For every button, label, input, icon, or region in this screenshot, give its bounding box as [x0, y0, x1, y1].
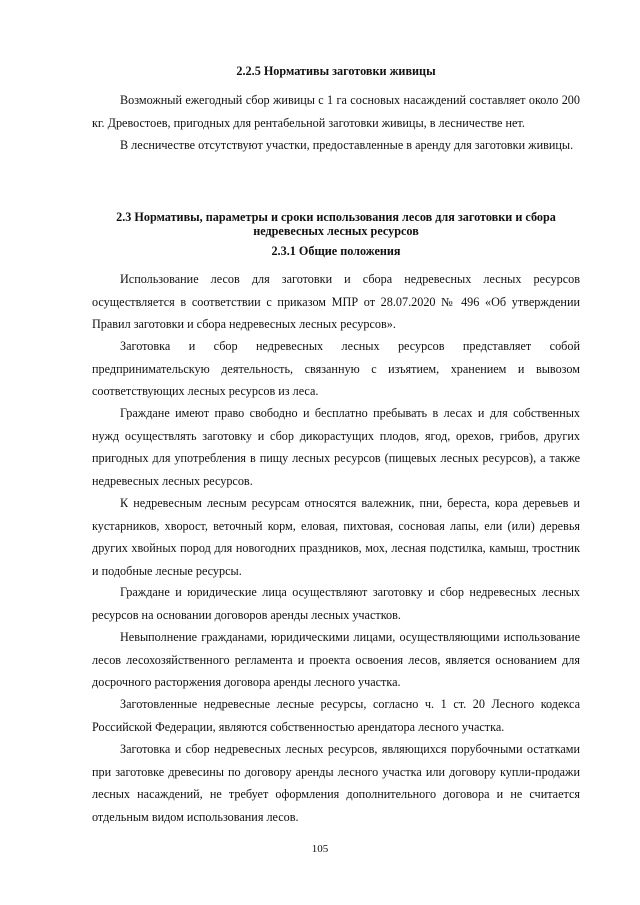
section-heading-2-3-line2: недревесных лесных ресурсов — [253, 224, 419, 238]
paragraph-order-reference: Использование лесов для заготовки и сбора недревесных лесных ресурсов осуществляется в соответствии с приказом МПР от 28.07.2020 № 496 «Об утверждении Правил заготовки и сбора недревесных лесных ресурсов». — [92, 272, 580, 331]
paragraph-logging-residues: Заготовка и сбор недревесных лесных ресурсов, являющихся порубочными остатками при заготовке древесины по договору аренды лесного участка или договору купли-продажи лесных насаждений, не требует оформления дополнительного договора и не считается отдельным видом использования лесов. — [92, 742, 580, 824]
paragraph-resin-lease: В лесничестве отсутствуют участки, предоставленные в аренду для заготовки живицы. — [120, 138, 574, 152]
paragraph-business-activity: Заготовка и сбор недревесных лесных ресурсов представляет собой предпринимательскую деятельность, связанную с изъятием, хранением и вывозом соответствующих лесных ресурсов из леса. — [92, 339, 580, 398]
page-number: 105 — [311, 843, 329, 855]
paragraph-ownership: Заготовленные недревесные лесные ресурсы, согласно ч. 1 ст. 20 Лесного кодекса Российской Федерации, являются собственностью арендатора лесного участка. — [92, 697, 580, 734]
section-heading-2-3-1: 2.3.1 Общие положения — [271, 244, 401, 258]
paragraph-lease-basis: Граждане и юридические лица осуществляют заготовку и сбор недревесных лесных ресурсов на основании договоров аренды лесных участков. — [92, 585, 580, 622]
paragraph-resin-yield: Возможный ежегодный сбор живицы с 1 га сосновых насаждений составляет около 200 кг. Древостоев, пригодных для рентабельной заготовки живицы, в лесничестве нет. — [92, 93, 580, 130]
paragraph-citizens-rights: Граждане имеют право свободно и бесплатно пребывать в лесах и для собственных нужд осуществлять заготовку и сбор дикорастущих плодов, ягод, орехов, грибов, других пригодных для употребления в пищу лесных ресурсов (пищевых лесных ресурсов), а также недревесных лесных ресурсов. — [92, 406, 580, 488]
section-heading-2-2-5: 2.2.5 Нормативы заготовки живицы — [236, 64, 436, 78]
paragraph-lease-termination: Невыполнение гражданами, юридическими лицами, осуществляющими использование лесов лесохозяйственного регламента и проекта освоения лесов, является основанием для досрочного расторжения договора аренды лесного участка. — [92, 630, 580, 689]
section-heading-2-3-line1: 2.3 Нормативы, параметры и сроки использования лесов для заготовки и сбора — [116, 210, 556, 224]
paragraph-resource-list: К недревесным лесным ресурсам относятся валежник, пни, береста, кора деревьев и кустарников, хворост, веточный корм, еловая, пихтовая, сосновая лапы, ели (или) деревья других хвойных пород для новогодних праздников, мох, лесная подстилка, камыш, тростник и подобные лесные ресурсы. — [92, 496, 580, 578]
